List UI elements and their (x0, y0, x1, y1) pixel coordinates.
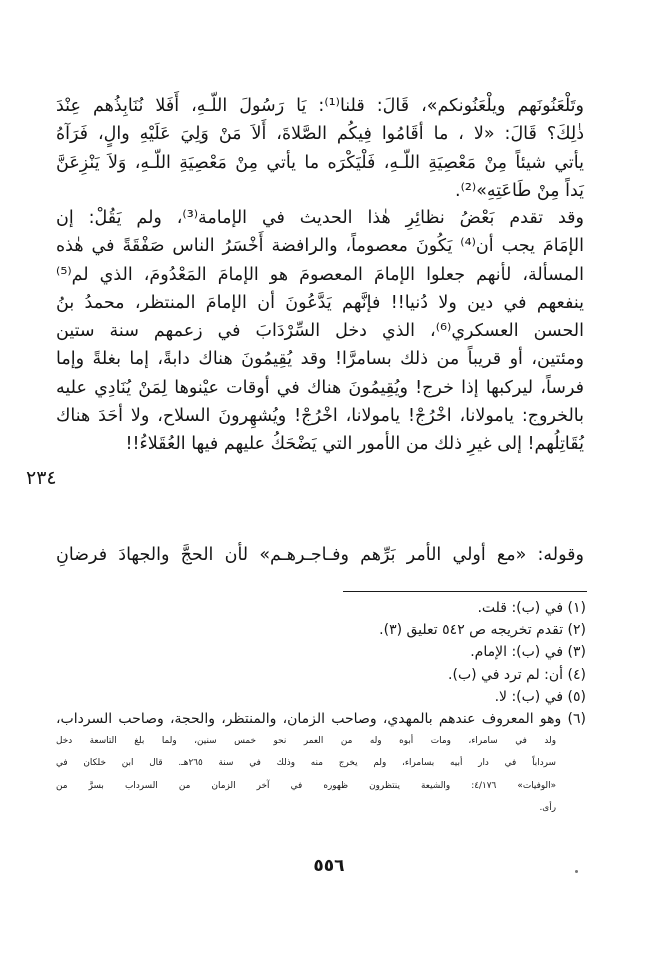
text-line: وقد تقدم بَعْضُ نظائِرِ هٰذا الحديث في الإمامة⁽³⁾، ولم يَقُلْ: إن (56, 208, 584, 228)
footnote-6-line: سرداباً في دار أبيه بسامراء، ولم يخرج منه وذلك في سنة ٢٦٥هـ. قال ابن خلكان في (56, 758, 556, 769)
text-line: فرساً، ليركبها إذا خرج! ويُقِيمُونَ هناك في أوقات عيْنوها لِمَنْ يُنَادِي عليه (56, 377, 584, 398)
footnote-4: (٤) أن: لم ترد في (ب). (448, 666, 586, 683)
footnote-5: (٥) في (ب): لا. (494, 688, 586, 705)
text-line: ومئتين، أو قريباً من ذلك بسامرَّا! وقد يُقِيمُونَ هناك دابةً، إما بغلةً وإما (56, 349, 584, 370)
text-line: ذٰلِكَ؟ قَالَ: «لا ، ما أقَامُوا فِيكُم الصَّلاةَ، أَلاَ مَنْ وَلِيَ عَلَيْهِ والٍ، فَرَآهُ (56, 124, 584, 145)
main-text-paragraph-2 (56, 204, 584, 459)
footnote-1: (١) في (ب): قلت. (477, 600, 586, 616)
footnote-6-line: ولد في سامراء، ومات أبوه وله من العمر نحو خمس سنين، ولما بلغ التاسعة دخل (56, 736, 556, 747)
text-line: المسألة، لأنهم جعلوا الإمامَ المعصومَ هو الإمامَ المَعْدُومَ، الذي لم⁽⁵⁾ (56, 264, 584, 285)
text-line: يأتي شيئاً مِنْ مَعْصِيَةِ اللّـهِ، فَلْيَكْرَه ما يأتي مِنْ مَعْصِيَةِ اللّـهِ، وَلاَ يَنْزِعَنَّ (56, 152, 584, 173)
margin-page-reference: ٢٣٤ (26, 467, 57, 489)
text-line: يَداً مِنْ طَاعَتِهِ»⁽²⁾. (455, 180, 584, 201)
footnotes (56, 597, 586, 819)
text-line: بالخروج: يامولانا، اخْرُجْ! يامولانا، اخْرُجْ! ويُشهِرونَ السلاح، ولا أحَدَ هناك (56, 406, 584, 427)
footnote-6-line: (٦) وهو المعروف عندهم بالمهدي، وصاحب الزمان، والمنتظر، والحجة، وصاحب السرداب، (56, 710, 586, 727)
text-line: وقوله: «مع أولي الأمر بَرِّهم وفـاجـرهـم» لأن الحجَّ والجهادَ فرضانِ (56, 545, 584, 565)
text-line: يُقَاتِلُهم! إلى غيرِ ذلك من الأمور التي يَضْحَكُ عليهم فيها العُقَلاءُ!! (125, 434, 584, 455)
text-line: ينفعهم في دين ولا دُنيا!! فإنَّهم يَدَّعُونَ أن الإمامَ المنتظر، محمدُ بنُ (56, 292, 584, 313)
main-text-paragraph-1 (56, 92, 584, 205)
footnote-2: (٢) تقدم تخريجه ص ٥٤٢ تعليق (٣). (379, 622, 586, 639)
footnote-separator (343, 591, 587, 592)
text-line: الإمَامَ يجب أن⁽⁴⁾ يَكُونَ معصوماً، والرافضة أَخْسَرُ الناس صَفْقَةً في هٰذه (56, 236, 584, 257)
scan-speck (575, 870, 578, 873)
text-line: وتَلْعَنُونَهم ويلْعَنُونكم»، قَالَ: قلنا⁽¹⁾: يَا رَسُولَ اللّـهِ، أَفَلا نُنَابِذُهم عِنْدَ (56, 96, 585, 116)
footnote-3: (٣) في (ب): الإمام. (470, 644, 586, 661)
text-line: الحسن العسكري⁽⁶⁾، الذي دخل السِّرْدَابَ في زعمهم سنة ستين (56, 321, 584, 342)
page-number: ٥٥٦ (313, 856, 345, 876)
footnote-6-line: رأى. (539, 802, 556, 813)
main-text-paragraph-3 (56, 541, 584, 569)
footnote-6-line: «الوفيات» ٤/١٧٦: والشيعة ينتظرون ظهوره في آخر الزمان من السرداب بسرَّ من (56, 780, 556, 791)
